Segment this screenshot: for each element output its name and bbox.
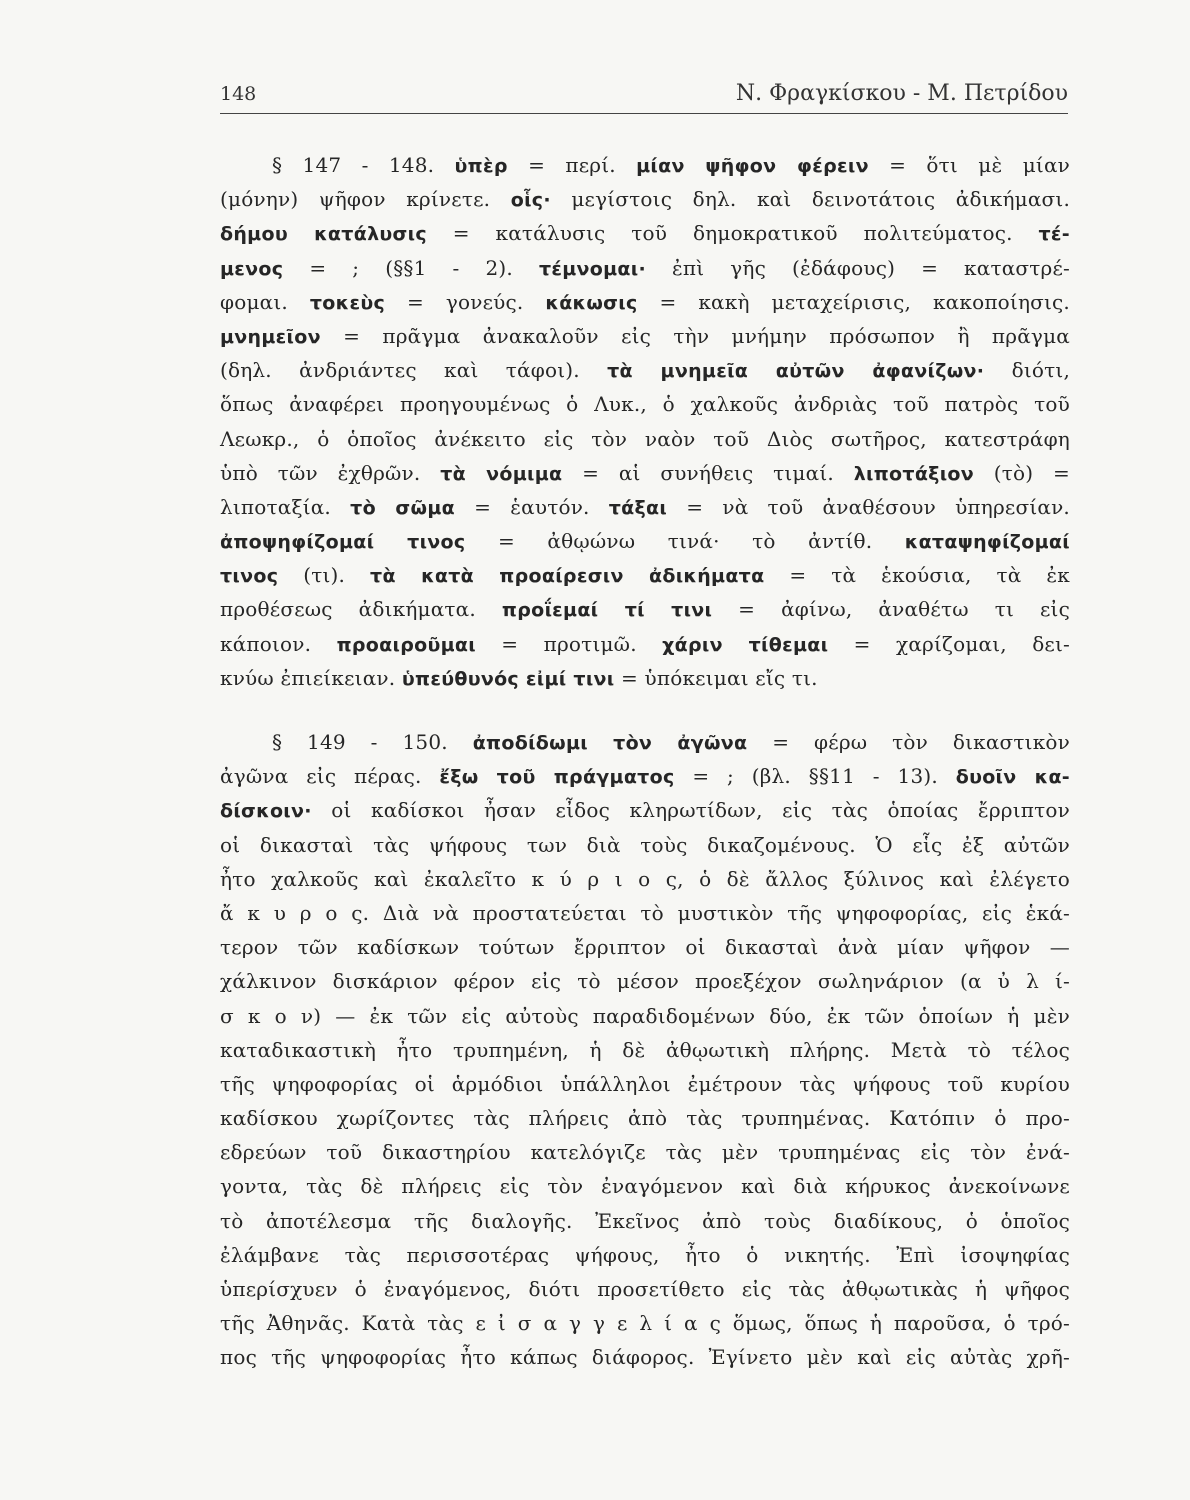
term: τὸ σῶμα	[350, 496, 455, 519]
term: προΐεμαί τί τινι	[501, 599, 713, 622]
gloss: = ; (βλ. §§11 - 13).	[674, 764, 956, 789]
text-line	[220, 862, 1070, 896]
gloss: ὅπως ἀναφέρει προηγουμένως ὁ Λυκ., ὁ χαλκοῦς ἀνδριὰς τοῦ πατρὸς τοῦ	[220, 392, 1070, 417]
gloss: τῆς ψηφοφορίας οἱ ἁρμόδιοι ὑπάλληλοι ἐμέτρουν τὰς ψήφους τοῦ κυρίου	[220, 1071, 1070, 1096]
term: μενος	[220, 257, 284, 280]
term: ἀποδίδωμι τὸν ἀγῶνα	[472, 732, 748, 754]
text-line	[220, 725, 1070, 759]
term: τοκεὺς	[309, 291, 386, 314]
term: μνημεῖον	[220, 325, 321, 348]
gloss: § 147 - 148.	[272, 153, 455, 177]
gloss: ἦτο χαλκοῦς καὶ ἐκαλεῖτο κ ύ ρ ι ο ς, ὁ δὲ ἄλλος ξύλινος καὶ ἐλέγετο	[220, 866, 1070, 891]
term: προαιροῦμαι	[336, 633, 476, 656]
gloss: = τὰ ἑκούσια, τὰ ἐκ	[764, 563, 1070, 588]
text-line	[220, 1238, 1070, 1272]
text-line	[220, 1306, 1070, 1340]
term: καταψηφίζομαί	[904, 531, 1070, 554]
gloss: εδρεύων τοῦ δικαστηρίου κατελόγιζε τὰς μὲν τρυπημένας εἰς τὸν ἐνά-	[220, 1140, 1070, 1165]
page-header	[220, 80, 1068, 108]
gloss: φομαι.	[220, 289, 310, 314]
commentary-text	[220, 148, 1070, 1375]
gloss: = ἀφίνω, ἀναθέτω τι εἰς	[712, 597, 1070, 622]
gloss: = νὰ τοῦ ἀναθέσουν ὑπηρεσίαν.	[667, 494, 1070, 519]
paragraph-gap	[220, 695, 1070, 725]
gloss: = ὅτι μὲ μίαν	[868, 153, 1071, 177]
term: μίαν ψῆφον φέρειν	[636, 155, 869, 177]
gloss: ὑπὸ τῶν ἐχθρῶν.	[220, 460, 441, 485]
gloss: = προτιμῶ.	[475, 631, 663, 656]
gloss: τῆς Ἀθηνᾶς. Κατὰ τὰς ε ἰ σ α γ γ ε λ ί α ς ὅμως, ὅπως ἡ παροῦσα, ὁ τρό-	[220, 1311, 1070, 1336]
gloss: = γονεύς.	[385, 289, 546, 314]
text-line	[220, 251, 1070, 285]
term: ὑπὲρ	[454, 155, 508, 177]
gloss: = ἀθῳώνω τινά· τὸ ἀντίθ.	[465, 529, 905, 554]
gloss: = ἑαυτόν.	[454, 494, 609, 519]
running-title: Ν. Φραγκίσκου - Μ. Πετρίδου	[735, 81, 1068, 106]
term: τάξαι	[608, 496, 668, 519]
gloss: (τι).	[278, 563, 371, 588]
text-line	[220, 828, 1070, 862]
gloss: τερον τῶν καδίσκων τούτων ἔρριπτον οἱ δικασταὶ ἀνὰ μίαν ψῆφον —	[220, 935, 1070, 960]
page-number: 148	[220, 83, 257, 105]
gloss: οἱ δικασταὶ τὰς ψήφους των διὰ τοὺς δικαζομένους. Ὁ εἷς ἐξ αὐτῶν	[220, 832, 1070, 857]
gloss: = κατάλυσις τοῦ δημοκρατικοῦ πολιτεύματος.	[426, 221, 1039, 246]
text-line	[220, 319, 1070, 353]
gloss: = περί.	[507, 153, 637, 177]
text-line	[220, 1033, 1070, 1067]
text-line	[220, 524, 1070, 558]
term: κάκωσις	[545, 291, 638, 314]
gloss: ὑπερίσχυεν ὁ ἐναγόμενος, διότι προσετίθετο εἰς τὰς ἀθῳωτικὰς ἡ ψῆφος	[220, 1277, 1070, 1301]
header-rule	[220, 113, 1068, 114]
term: τέ-	[1038, 223, 1070, 246]
text-line	[220, 1272, 1070, 1306]
gloss: = ; (§§1 - 2).	[283, 255, 539, 280]
text-line	[220, 422, 1070, 456]
term: τέμνομαι·	[538, 257, 646, 280]
term: δυοῖν κα-	[955, 766, 1070, 789]
text-line	[220, 930, 1070, 964]
term: τὰ μνημεῖα αὐτῶν ἀφανίζων·	[607, 360, 985, 383]
text-line	[220, 387, 1070, 421]
text-line	[220, 148, 1070, 182]
gloss: ἀγῶνα εἰς πέρας.	[220, 764, 440, 789]
text-line	[220, 1135, 1070, 1169]
gloss: λιποταξία.	[220, 494, 351, 519]
gloss: (τὸ) =	[974, 460, 1070, 485]
term: ὑπεύθυνός εἰμί τινι	[401, 667, 615, 690]
text-line	[220, 285, 1070, 319]
text-line	[220, 456, 1070, 490]
gloss: τὸ ἀποτέλεσμα τῆς διαλογῆς. Ἐκεῖνος ἀπὸ τοὺς διαδίκους, ὁ ὁποῖος	[220, 1208, 1070, 1233]
gloss: (μόνην) ψῆφον κρίνετε.	[220, 187, 511, 212]
gloss: = πρᾶγμα ἀνακαλοῦν εἰς τὴν μνήμην πρόσωπον ἢ πρᾶγμα	[320, 323, 1070, 348]
term: οἷς·	[510, 189, 551, 212]
gloss: = χαρίζομαι, δει-	[828, 631, 1070, 656]
text-line	[220, 216, 1070, 250]
text-line	[220, 896, 1070, 930]
gloss: § 149 - 150.	[272, 730, 473, 754]
text-line	[220, 1101, 1070, 1135]
gloss: προθέσεως ἀδικήματα.	[220, 597, 502, 622]
gloss: οἱ καδίσκοι ἦσαν εἶδος κληρωτίδων, εἰς τὰς ὁποίας ἔρριπτον	[311, 798, 1070, 823]
text-line	[220, 182, 1070, 216]
text-line	[220, 759, 1070, 793]
text-line	[220, 592, 1070, 626]
gloss: ἄ κ υ ρ ο ς. Διὰ νὰ προστατεύεται τὸ μυστικὸν τῆς ψηφοφορίας, εἰς ἑκά-	[220, 900, 1070, 925]
gloss: = κακὴ μεταχείρισις, κακοποίησις.	[637, 289, 1070, 314]
gloss: = ὑπόκειμαι εἴς τι.	[614, 665, 818, 690]
term: ἔξω τοῦ πράγματος	[439, 766, 675, 789]
term: δίσκοιν·	[220, 800, 312, 823]
gloss: Λεωκρ., ὁ ὁποῖος ἀνέκειτο εἰς τὸν ναὸν τοῦ Διὸς σωτῆρος, κατεστράφη	[220, 426, 1070, 451]
text-line	[220, 1340, 1070, 1374]
gloss: χάλκινον δισκάριον φέρον εἰς τὸ μέσον προεξέχον σωληνάριον (α ὐ λ ί-	[220, 969, 1070, 994]
gloss: ἐπὶ γῆς (ἐδάφους) = καταστρέ-	[645, 255, 1071, 280]
text-line	[220, 661, 1070, 695]
gloss: σ κ ο ν) — ἐκ τῶν εἰς αὐτοὺς παραδιδομένων δύο, ἐκ τῶν ὁποίων ἡ μὲν	[220, 1003, 1070, 1028]
text-line	[220, 627, 1070, 661]
gloss: = αἱ συνήθεις τιμαί.	[562, 460, 854, 485]
gloss: = φέρω τὸν δικαστικὸν	[747, 730, 1071, 754]
text-line	[220, 964, 1070, 998]
term: λιποτάξιον	[853, 462, 974, 485]
gloss: κνύω ἐπιείκειαν.	[220, 665, 402, 690]
gloss: κάποιον.	[220, 631, 337, 656]
gloss: γοντα, τὰς δὲ πλήρεις εἰς τὸν ἐναγόμενον καὶ διὰ κήρυκος ἀνεκοίνωνε	[220, 1174, 1070, 1199]
text-line	[220, 490, 1070, 524]
gloss: καταδικαστικὴ ἦτο τρυπημένη, ἡ δὲ ἀθῳωτικὴ πλήρης. Μετὰ τὸ τέλος	[220, 1037, 1070, 1062]
gloss: μεγίστοις δηλ. καὶ δεινοτάτοις ἀδικήμασι.	[550, 187, 1071, 212]
term: δήμου κατάλυσις	[220, 223, 427, 246]
text-line	[220, 1169, 1070, 1203]
gloss: διότι,	[984, 358, 1070, 383]
gloss: καδίσκου χωρίζοντες τὰς πλήρεις ἀπὸ τὰς τρυπημένας. Κατόπιν ὁ προ-	[220, 1106, 1070, 1131]
term: ἀποψηφίζομαί τινος	[220, 531, 466, 554]
text-line	[220, 1067, 1070, 1101]
term: τὰ νόμιμα	[440, 462, 563, 485]
gloss: πος τῆς ψηφοφορίας ἦτο κάπως διάφορος. Ἐγίνετο μὲν καὶ εἰς αὐτὰς χρῆ-	[220, 1345, 1070, 1370]
term: χάριν τίθεμαι	[662, 633, 829, 656]
term: τὰ κατὰ προαίρεσιν ἀδικήματα	[370, 565, 765, 588]
gloss: ἐλάμβανε τὰς περισσοτέρας ψήφους, ἦτο ὁ νικητής. Ἐπὶ ἰσοψηφίας	[220, 1242, 1070, 1267]
text-line	[220, 999, 1070, 1033]
text-line	[220, 353, 1070, 387]
term: τινος	[220, 565, 279, 588]
gloss: (δηλ. ἀνδριάντες καὶ τάφοι).	[220, 358, 608, 383]
text-line	[220, 558, 1070, 592]
text-line	[220, 793, 1070, 827]
text-line	[220, 1204, 1070, 1238]
